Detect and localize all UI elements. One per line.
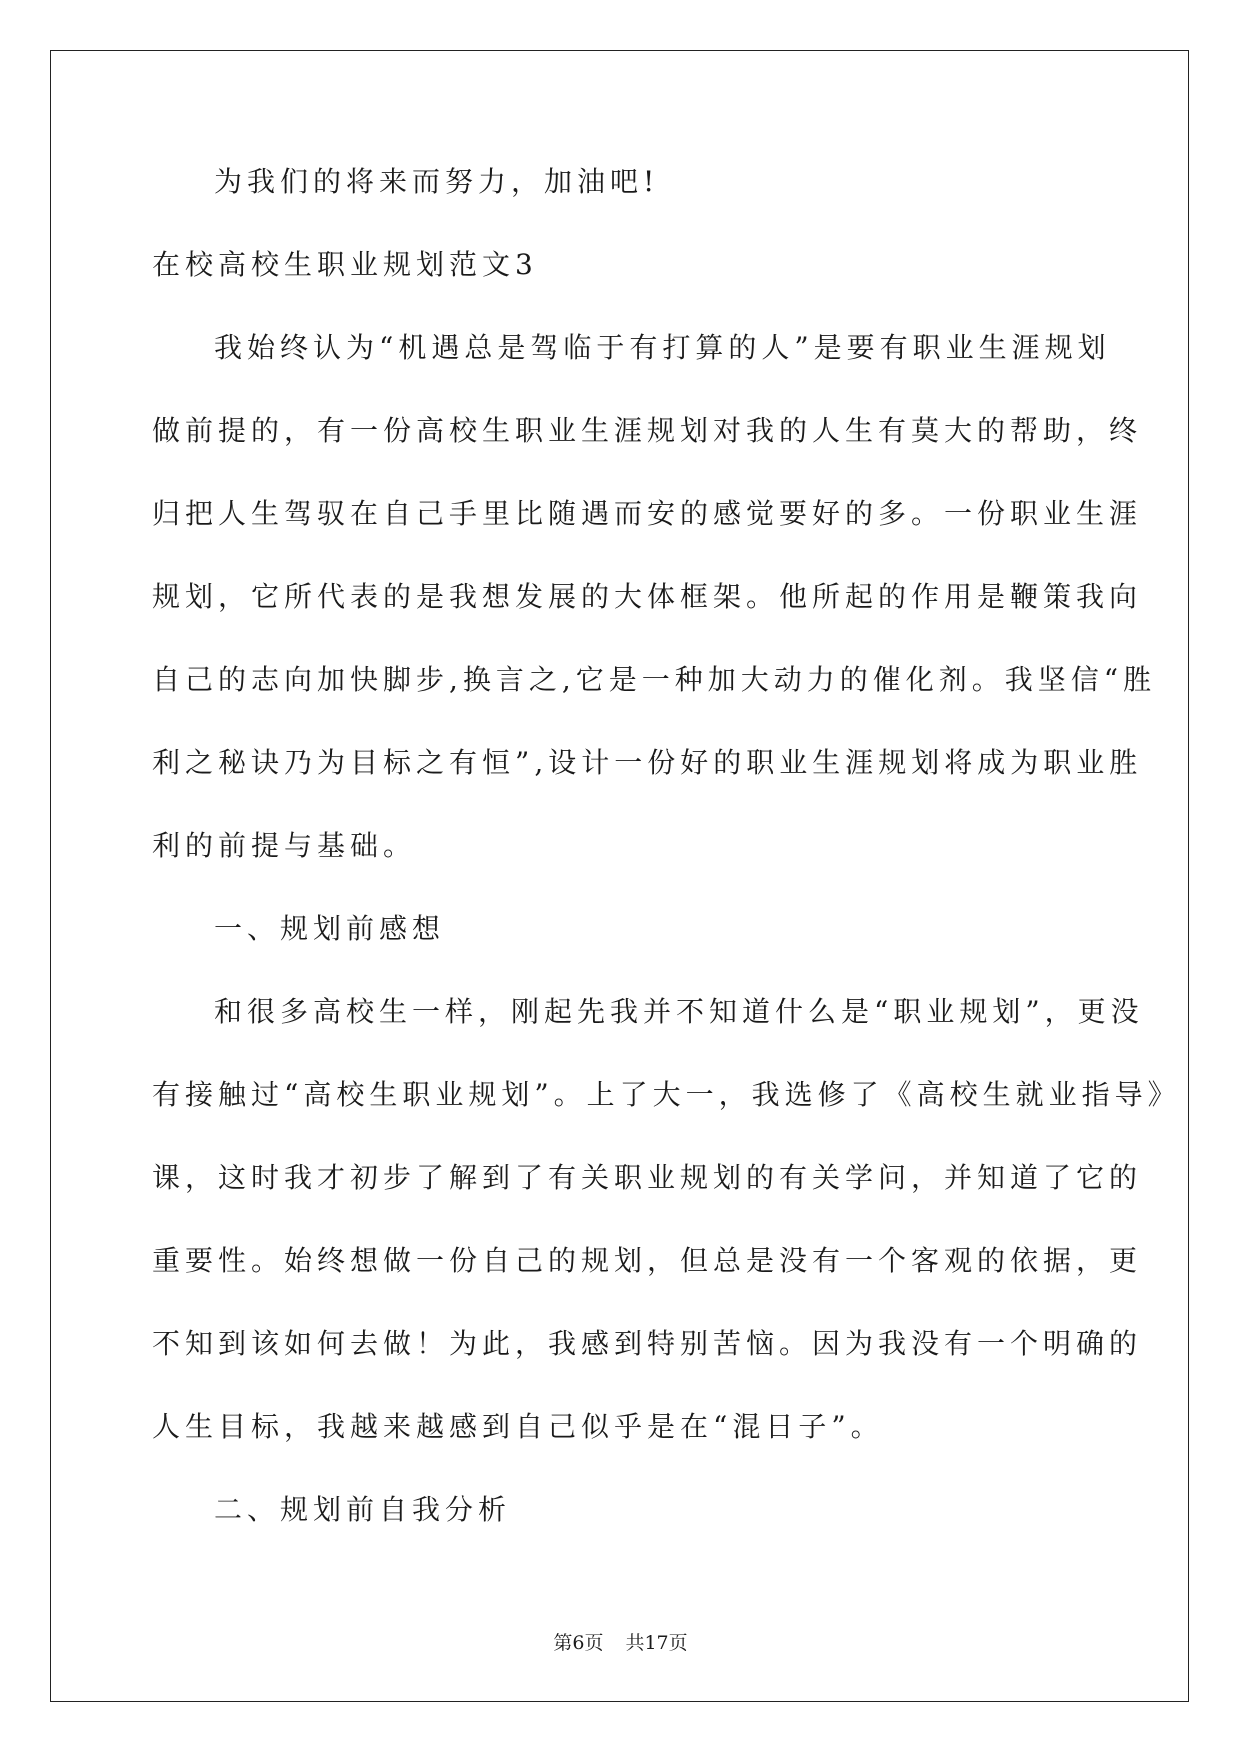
paragraph-line: 规划，它所代表的是我想发展的大体框架。他所起的作用是鞭策我向 [152,580,1143,613]
paragraph-line: 为我们的将来而努力，加油吧! [214,165,660,198]
paragraph-line: 人生目标，我越来越感到自己似乎是在“混日子”。 [152,1410,884,1443]
section-heading: 在校高校生职业规划范文3 [152,248,538,281]
page-number: 第6页 [553,1632,604,1654]
paragraph-line: 利之秘诀乃为目标之有恒”,设计一份好的职业生涯规划将成为职业胜 [152,746,1143,779]
paragraph-line: 利的前提与基础。 [152,829,417,862]
subheading: 一、规划前感想 [214,912,446,945]
paragraph-line: 课，这时我才初步了解到了有关职业规划的有关学问，并知道了它的 [152,1161,1143,1194]
paragraph-line: 有接触过“高校生职业规划”。上了大一，我选修了《高校生就业指导》 [152,1078,1181,1111]
subheading: 二、规划前自我分析 [214,1493,512,1526]
paragraph-line: 不知到该如何去做！为此，我感到特别苦恼。因为我没有一个明确的 [152,1327,1143,1360]
paragraph-line: 自己的志向加快脚步,换言之,它是一种加大动力的催化剂。我坚信“胜 [152,663,1157,696]
page-footer [0,1628,1241,1655]
paragraph-line: 归把人生驾驭在自己手里比随遇而安的感觉要好的多。一份职业生涯 [152,497,1143,530]
page-total: 共17页 [625,1632,688,1654]
paragraph-line: 重要性。始终想做一份自己的规划，但总是没有一个客观的依据，更 [152,1244,1143,1277]
paragraph-line: 做前提的，有一份高校生职业生涯规划对我的人生有莫大的帮助，终 [152,414,1143,447]
paragraph-line: 我始终认为“机遇总是驾临于有打算的人”是要有职业生涯规划 [214,331,1111,364]
document-body [152,158,1181,1569]
paragraph-line: 和很多高校生一样，刚起先我并不知道什么是“职业规划”，更没 [214,995,1144,1028]
